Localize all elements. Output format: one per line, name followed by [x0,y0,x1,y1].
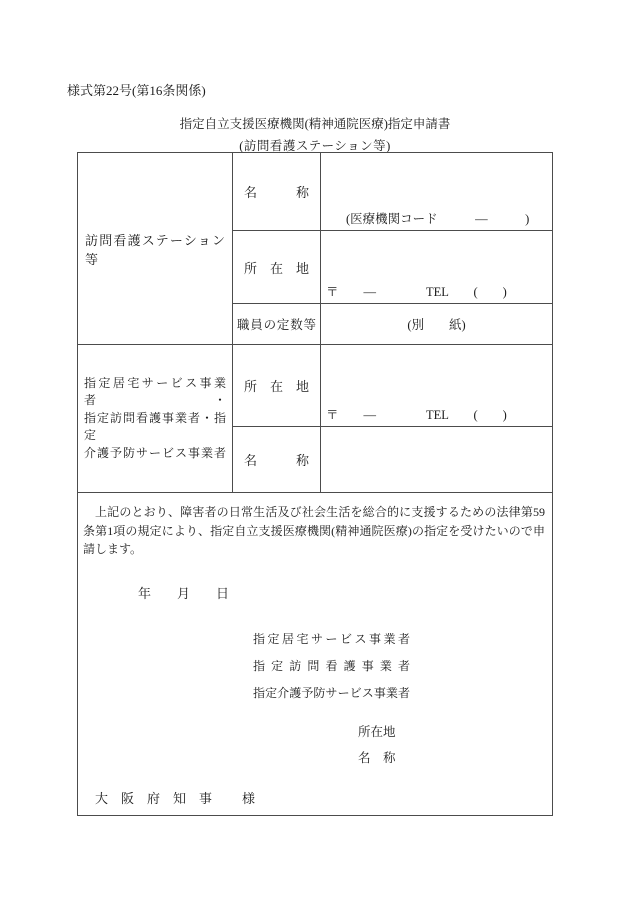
staff-quota-field[interactable] [321,304,552,344]
provider-header-line-1: 指定居宅サービス事業者・ [84,375,226,408]
provider-header-line-2: 指定訪問看護事業者・指定 [84,410,226,443]
staff-quota-label-cell [233,304,320,344]
station-section-header-cell [78,153,232,344]
provider-header-line-3: 介護予防サービス事業者 [84,445,226,460]
provider-name-field[interactable] [321,427,552,492]
station-name-label-cell [233,153,320,230]
applicant-types [253,626,410,707]
medical-institution-code-note: (医療機関コード ― ) [346,212,530,226]
station-address-label: 所在地 [244,260,309,276]
form-title: 指定自立支援医療機関(精神通院医療)指定申請書 [179,117,451,131]
applicant-signature-block [358,720,396,771]
provider-address-label-cell [233,345,320,426]
applicant-address-label: 所在地 [358,725,396,739]
provider-postal-tel-note: 〒 ― TEL ( ) [326,408,507,422]
date-line: 年 月 日 [138,586,230,601]
provider-address-label: 所在地 [244,379,309,394]
addressee-governor: 大阪府知事 [95,791,226,806]
provider-name-label-cell [233,427,320,492]
addressee-honorific: 様 [242,791,256,806]
station-section-header-label: 訪問看護ステーション等 [85,232,225,267]
station-address-field[interactable] [321,231,552,303]
provider-section-header-cell [78,345,232,492]
station-address-label-cell [233,231,320,303]
addressee-line [95,788,255,807]
applicant-type-visiting-nurse: 指定訪問看護事業者 [253,659,410,673]
applicant-name-label: 名 称 [358,750,396,765]
staff-quota-value: (別 紙) [407,318,466,332]
station-postal-tel-note: 〒 ― TEL ( ) [326,285,507,299]
application-table [77,152,553,816]
provider-name-label: 名称 [244,453,309,468]
provider-section-header-label [78,375,232,463]
station-name-label: 名称 [244,185,309,200]
form-number: 様式第22号(第16条関係) [67,83,206,98]
applicant-type-home-service: 指定居宅サービス事業者 [253,632,410,646]
declaration-section [78,493,552,815]
declaration-statement: 上記のとおり、障害者の日常生活及び社会生活を総合的に支援するための法律第59条第1項の規定により、指定自立支援医療機関(精神通院医療)の指定を受けたいので申請します。 [83,505,545,556]
provider-address-field[interactable] [321,345,552,426]
staff-quota-label: 職員の定数等 [237,318,316,332]
station-name-field[interactable] [321,153,552,230]
applicant-type-care-prevention: 指定介護予防サービス事業者 [253,686,410,700]
form-subtitle: (訪問看護ステーション等) [239,139,391,153]
